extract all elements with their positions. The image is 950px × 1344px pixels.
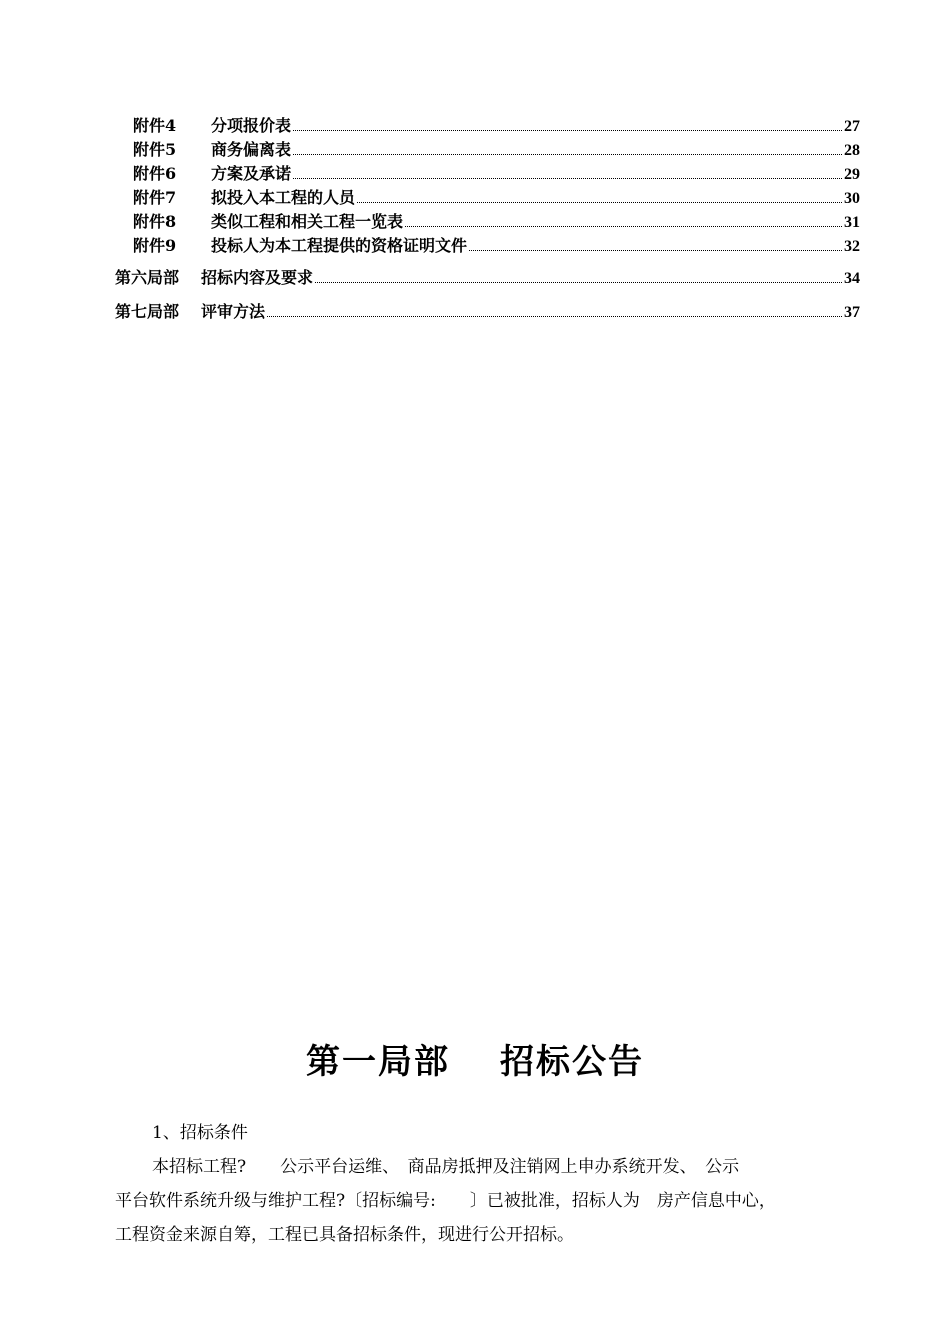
toc-entry-title: 拟投入本工程的人员 <box>211 188 356 207</box>
toc-entry-title: 商务偏离表 <box>211 140 292 159</box>
toc-leader-dots <box>293 154 842 155</box>
toc-entry-title: 方案及承诺 <box>211 164 292 183</box>
toc-entry-title: 分项报价表 <box>211 116 292 135</box>
toc-entry-page: 34 <box>844 270 860 287</box>
toc-entry-label: 附件6 <box>133 164 177 183</box>
toc-leader-dots <box>405 226 842 227</box>
toc-leader-dots <box>469 250 842 251</box>
toc-entry-label: 附件4 <box>133 116 177 135</box>
toc-leader-dots <box>357 202 842 203</box>
toc-entry-label: 附件9 <box>133 236 177 255</box>
toc-leader-dots <box>315 282 842 283</box>
paragraph-line: 本招标工程? 公示平台运维、 商品房抵押及注销网上申办系统开发、 公示 <box>152 1157 740 1177</box>
toc-entry-page: 30 <box>844 190 860 207</box>
toc-entry-label: 附件5 <box>133 140 177 159</box>
toc-entry-title: 类似工程和相关工程一览表 <box>211 212 404 231</box>
toc-entry-annex-9[interactable] <box>133 236 860 257</box>
toc-entry-title: 评审方法 <box>201 302 266 321</box>
toc-entry-annex-7[interactable] <box>133 188 860 209</box>
section-title-name: 招标公告 <box>500 1042 644 1082</box>
toc-entry-label: 附件8 <box>133 212 177 231</box>
toc-entry-label: 第七局部 <box>115 302 180 321</box>
toc-entry-page: 28 <box>844 142 860 159</box>
toc-entry-page: 29 <box>844 166 860 183</box>
section-heading: 1、招标条件 <box>152 1123 248 1143</box>
paragraph-line: 平台软件系统升级与维护工程?〔招标编号: 〕已被批准，招标人为 房产信息中心， <box>115 1191 776 1211</box>
toc-entry-annex-6[interactable] <box>133 164 860 185</box>
toc-entry-label: 第六局部 <box>115 268 180 287</box>
toc-entry-page: 31 <box>844 214 860 231</box>
toc-leader-dots <box>267 316 842 317</box>
toc-leader-dots <box>293 130 842 131</box>
toc-entry-title: 招标内容及要求 <box>201 268 314 287</box>
toc-entry-label: 附件7 <box>133 188 177 207</box>
toc-entry-part-6[interactable] <box>115 268 860 289</box>
toc-entry-page: 27 <box>844 118 860 135</box>
toc-entry-annex-5[interactable] <box>133 140 860 161</box>
section-title-part: 第一局部 <box>306 1042 450 1082</box>
toc-entry-annex-8[interactable] <box>133 212 860 233</box>
toc-entry-page: 37 <box>844 304 860 321</box>
toc-entry-title: 投标人为本工程提供的资格证明文件 <box>211 236 468 255</box>
toc-entry-annex-4[interactable] <box>133 116 860 137</box>
toc-leader-dots <box>293 178 842 179</box>
toc-entry-part-7[interactable] <box>115 302 860 323</box>
section-title <box>0 1034 950 1083</box>
paragraph-line: 工程资金来源自筹，工程已具备招标条件，现进行公开招标。 <box>115 1225 574 1245</box>
toc-entry-page: 32 <box>844 238 860 255</box>
